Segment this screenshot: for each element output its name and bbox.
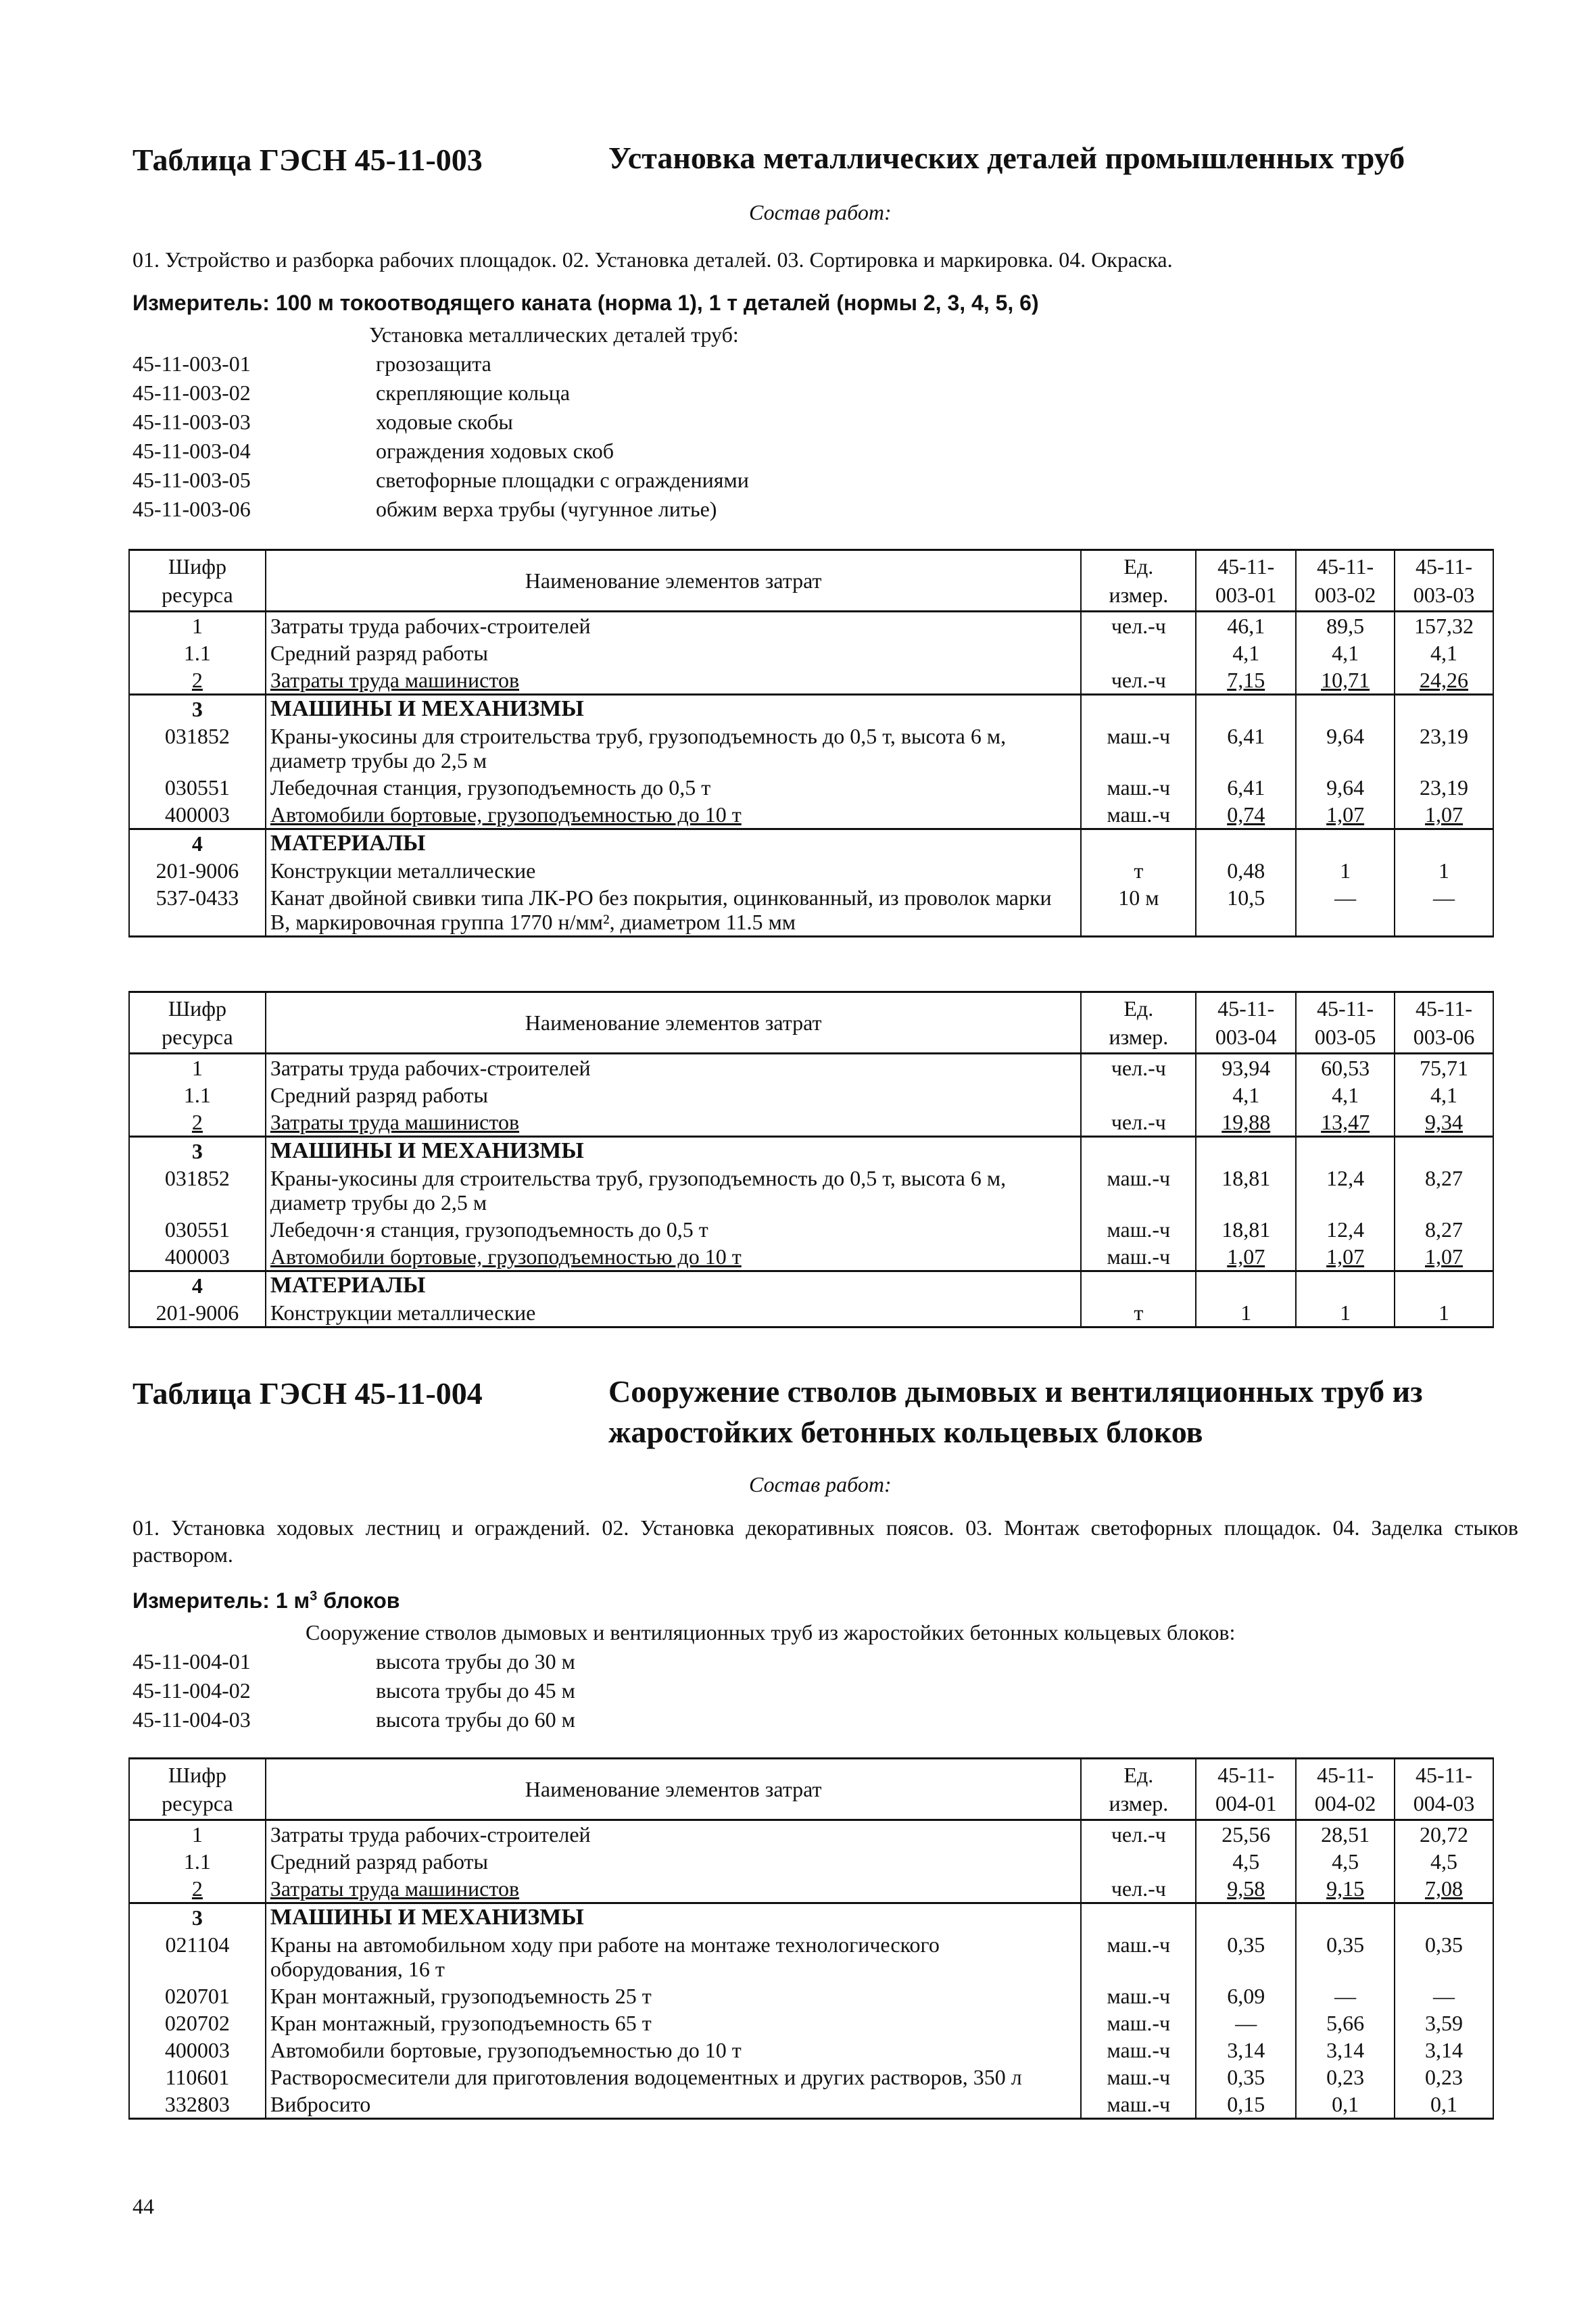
table2-intro: Сооружение стволов дымовых и вентиляционных труб из жаростойких бетонных кольцевых блоков: <box>306 1620 1236 1644</box>
code-list-item: 45-11-003-01 грозозащита <box>132 351 491 376</box>
code-list-item: 45-11-003-02 скрепляющие кольца <box>132 381 571 405</box>
table-row: 030551 Лебедочн·я станция, грузоподъемность до 0,5 т маш.-ч 18,81 12,4 8,27 <box>129 1216 1493 1243</box>
table2-code-list <box>132 1618 1235 1734</box>
table1-code-list <box>132 320 749 524</box>
resource-table-003-b <box>128 991 1494 1328</box>
resource-table-003-a <box>128 549 1494 937</box>
table-header-row <box>129 550 1493 612</box>
header-col-1: 45-11- 003-01 <box>1196 550 1296 612</box>
header-col-1: 45-11- 003-04 <box>1196 992 1296 1054</box>
code-list-item: 45-11-003-06 обжим верха трубы (чугунное литье) <box>132 497 717 521</box>
table-row: 537-0433 Канат двойной свивки типа ЛК-РО без покрытия, оцинкованный, из проволок марки В, маркировочная группа 1770 н/мм², диаметром 11.5 мм 10 м 10,5 — — <box>129 884 1493 937</box>
table-row: 021104 Краны на автомобильном ходу при работе на монтаже технологического оборудования, 16 т маш.-ч 0,35 0,35 0,35 <box>129 1931 1493 1982</box>
table-row: 030551 Лебедочная станция, грузоподъемность до 0,5 т маш.-ч 6,41 9,64 23,19 <box>129 774 1493 801</box>
code-list-item: 45-11-004-01 высота трубы до 30 м <box>132 1649 575 1674</box>
header-col-3: 45-11- 003-06 <box>1395 992 1493 1054</box>
code-list-item: 45-11-004-03 высота трубы до 60 м <box>132 1707 575 1732</box>
header-code: Шифр ресурса <box>129 992 266 1054</box>
table2-sostav-label: Состав работ: <box>749 1472 892 1496</box>
header-name: Наименование элементов затрат <box>266 992 1082 1054</box>
table2-title: Таблица ГЭСН 45-11-004 <box>132 1376 483 1411</box>
table-row: 201-9006 Конструкции металлические т 1 1 1 <box>129 1299 1493 1327</box>
table2-works: 01. Установка ходовых лестниц и ограждений. 02. Установка декоративных поясов. 03. Монтаж светофорных площадок. 04. Заделка стыков раствором. <box>132 1515 1518 1567</box>
table-row: 1 Затраты труда рабочих-строителей чел.-ч 46,1 89,5 157,32 <box>129 612 1493 640</box>
section-row: 4 МАТЕРИАЛЫ <box>129 1271 1493 1300</box>
header-unit: Ед. измер. <box>1081 1759 1196 1820</box>
table-row: 1.1 Средний разряд работы 4,5 4,5 4,5 <box>129 1848 1493 1875</box>
page-number: 44 <box>132 2194 154 2218</box>
section-row: 3 МАШИНЫ И МЕХАНИЗМЫ <box>129 695 1493 723</box>
table-row: 400003 Автомобили бортовые, грузоподъемностью до 10 т маш.-ч 0,74 1,07 1,07 <box>129 801 1493 829</box>
header-col-2: 45-11- 003-05 <box>1296 992 1395 1054</box>
table-row: 031852 Краны-укосины для строительства труб, грузоподъемность до 0,5 т, высота 6 м, диаметр трубы до 2,5 м маш.-ч 6,41 9,64 23,19 <box>129 723 1493 774</box>
table-header-row <box>129 992 1493 1054</box>
table-row: 1 Затраты труда рабочих-строителей чел.-ч 25,56 28,51 20,72 <box>129 1820 1493 1849</box>
header-name: Наименование элементов затрат <box>266 550 1082 612</box>
table-row: 332803 Вибросито маш.-ч 0,15 0,1 0,1 <box>129 2091 1493 2119</box>
table1-intro: Установка металлических деталей труб: <box>369 322 739 347</box>
table-row: 031852 Краны-укосины для строительства труб, грузоподъемность до 0,5 т, высота 6 м, диаметр трубы до 2,5 м маш.-ч 18,81 12,4 8,27 <box>129 1165 1493 1216</box>
code-list-item: 45-11-003-04 ограждения ходовых скоб <box>132 439 614 463</box>
table-row: 2 Затраты труда машинистов чел.-ч 9,58 9,15 7,08 <box>129 1875 1493 1903</box>
header-name: Наименование элементов затрат <box>266 1759 1082 1820</box>
table1-heading: Установка металлических деталей промышленных труб <box>608 141 1405 175</box>
code-list-item: 45-11-003-05 светофорные площадки с ограждениями <box>132 468 749 492</box>
section-row: 3 МАШИНЫ И МЕХАНИЗМЫ <box>129 1903 1493 1932</box>
header-code: Шифр ресурса <box>129 1759 266 1820</box>
header-code: Шифр ресурса <box>129 550 266 612</box>
table1-works: 01. Устройство и разборка рабочих площадок. 02. Установка деталей. 03. Сортировка и маркировка. 04. Окраска. <box>132 247 1173 272</box>
table-row: 1.1 Средний разряд работы 4,1 4,1 4,1 <box>129 639 1493 666</box>
header-col-3: 45-11- 003-03 <box>1395 550 1493 612</box>
code-list-item: 45-11-004-02 высота трубы до 45 м <box>132 1678 575 1703</box>
header-col-3: 45-11- 004-03 <box>1395 1759 1493 1820</box>
table2-meter: Измеритель: 1 $м^3$ блоков <box>132 1588 400 1613</box>
section-row: 3 МАШИНЫ И МЕХАНИЗМЫ <box>129 1137 1493 1165</box>
table2-heading: Сооружение стволов дымовых и вентиляционных труб из жаростойких бетонных кольцевых блоков <box>608 1374 1423 1449</box>
table-row: 1 Затраты труда рабочих-строителей чел.-ч 93,94 60,53 75,71 <box>129 1054 1493 1082</box>
resource-table-004 <box>128 1757 1494 2120</box>
header-col-2: 45-11- 004-02 <box>1296 1759 1395 1820</box>
section-row: 4 МАТЕРИАЛЫ <box>129 829 1493 858</box>
table-row: 1.1 Средний разряд работы 4,1 4,1 4,1 <box>129 1081 1493 1108</box>
table-row: 2 Затраты труда машинистов чел.-ч 7,15 10,71 24,26 <box>129 666 1493 695</box>
table-row: 2 Затраты труда машинистов чел.-ч 19,88 13,47 9,34 <box>129 1108 1493 1137</box>
table-row: 400003 Автомобили бортовые, грузоподъемностью до 10 т маш.-ч 3,14 3,14 3,14 <box>129 2037 1493 2064</box>
table-row: 400003 Автомобили бортовые, грузоподъемностью до 10 т маш.-ч 1,07 1,07 1,07 <box>129 1243 1493 1271</box>
table-row: 201-9006 Конструкции металлические т 0,48 1 1 <box>129 857 1493 884</box>
header-unit: Ед. измер. <box>1081 992 1196 1054</box>
table-row: 020701 Кран монтажный, грузоподъемность 25 т маш.-ч 6,09 — — <box>129 1982 1493 2009</box>
code-list-item: 45-11-003-03 ходовые скобы <box>132 410 513 434</box>
table1-sostav-label: Состав работ: <box>749 200 892 224</box>
header-unit: Ед. измер. <box>1081 550 1196 612</box>
table1-meter: Измеритель: 100 м токоотводящего каната (норма 1), 1 т деталей (нормы 2, 3, 4, 5, 6) <box>132 291 1039 315</box>
header-col-1: 45-11- 004-01 <box>1196 1759 1296 1820</box>
table-row: 110601 Растворосмесители для приготовления водоцементных и других растворов, 350 л маш.-ч 0,35 0,23 0,23 <box>129 2064 1493 2091</box>
table1-title: Таблица ГЭСН 45-11-003 <box>132 143 483 177</box>
table-row: 020702 Кран монтажный, грузоподъемность 65 т маш.-ч — 5,66 3,59 <box>129 2009 1493 2037</box>
header-col-2: 45-11- 003-02 <box>1296 550 1395 612</box>
table-header-row <box>129 1759 1493 1820</box>
